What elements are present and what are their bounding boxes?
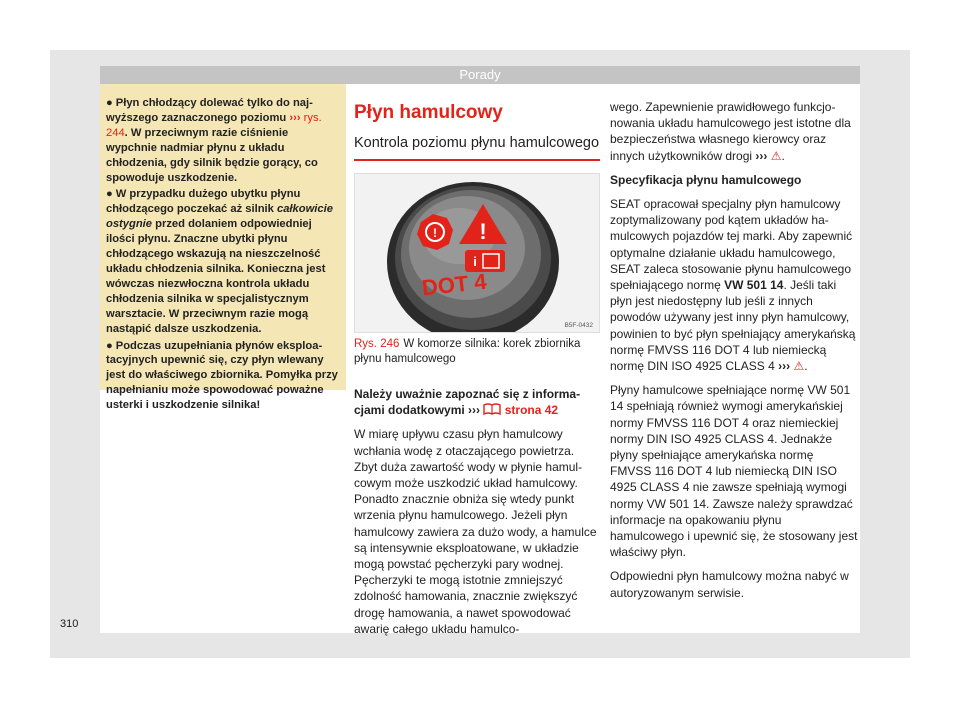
- page-content: [100, 84, 860, 636]
- specification-heading: Specyfikacja płynu hamulcowego: [610, 172, 802, 187]
- safety-paragraph: wego. Zapewnienie prawidłowego funkcjonowania układu hamulcowego jest istotne dla bezpieczeństwa własnego kierowcy oraz innych użytkowników drogi ››› ⚠.: [610, 100, 851, 163]
- right-column: [610, 84, 858, 609]
- warning-item-2: ● W przypadku dużego ubytku płynu chłodzącego poczekać aż silnik całkowicie ostygnie przed dolaniem odpowiedniej ilości płynu. Znaczne ubytki płynu chłodzącego wskazują na nieszczelność układu chłodzenia silnika. Konieczna jest wówczas niezwłoczna kontrola układu chłodzenia silnika w specjalistycznym warsztacie. W przeciwnym razie mogą nastąpić dalsze uszkodzenia.: [106, 188, 333, 335]
- specification-paragraph: SEAT opracował specjalny płyn hamulcowy zoptymalizowany pod kątem układów hamulcowych pojazdów tej marki. Aby zapewnić optymalne działanie układu hamulcowego, SEAT zaleca stosowanie płynu hamulcowego spełniającego normę VW 501 14. Jeśli taki płyn jest niedostępny lub jeśli z innych powodów używany jest inny płyn hamulcowy, powinien to być płyn spełniający amerykańską normę FMVSS 116 DOT 4 lub niemiecką normę DIN ISO 4925 CLASS 4 ››› ⚠.: [610, 197, 856, 374]
- reference-arrow: ›››: [289, 111, 301, 124]
- middle-column: [354, 84, 600, 645]
- section-title: Płyn hamulcowy: [354, 102, 503, 123]
- dot4-label: DOT 4: [420, 268, 488, 301]
- title-divider: [354, 159, 600, 161]
- figure-reference-link[interactable]: rys. 244: [106, 111, 322, 139]
- purchase-paragraph: Odpowiedni płyn hamulcowy można nabyć w autoryzowanym serwisie.: [610, 569, 849, 600]
- additional-info-note: Należy uważnie zapoznać się z informacjami dodatkowymi ››› strona 42: [354, 387, 581, 418]
- svg-text:i: i: [473, 254, 477, 269]
- figure-caption: Rys. 246 W komorze silnika: korek zbiornika płynu hamulcowego: [354, 338, 581, 365]
- figure-number: Rys. 246: [354, 338, 400, 350]
- svg-text:!: !: [479, 219, 487, 244]
- figure-code: B5F-0432: [564, 322, 593, 329]
- svg-text:!: !: [433, 226, 437, 240]
- page-link[interactable]: strona 42: [504, 403, 559, 418]
- warning-item-3: ● Podczas uzupełniania płynów eksploatacyjnych upewnić się, czy płyn wlewany jest do właściwego zbiornika. Pomyłka przy napełnianiu może spowodować poważne usterki i uszkodzenie silnika!: [106, 339, 338, 412]
- warning-triangle-icon: ⚠: [770, 148, 782, 163]
- warning-item-1: ● Płyn chłodzący dolewać tylko do najwyższego zaznaczonego poziomu ››› rys. 244. W przeciwnym razie ciśnienie wypchnie nadmiar płynu z układu chłodzenia, gdy silnik będzie gorący, co spowoduje uszkodzenie.: [106, 97, 322, 184]
- book-icon: [483, 403, 501, 415]
- brake-fluid-cap-figure: [354, 173, 600, 333]
- page-number: 310: [60, 618, 79, 630]
- reservoir-cap-illustration: [355, 174, 599, 332]
- page-header: Porady: [100, 66, 860, 84]
- warning-box: [100, 84, 346, 412]
- warning-triangle-icon: ⚠: [793, 359, 805, 374]
- standards-paragraph: Płyny hamulcowe spełniające normę VW 501 14 spełniają również wymogi amerykańskiej normy FMVSS 116 DOT 4 oraz niemieckiej normy DIN ISO 4925 CLASS 4. Jednakże płyny spełniające amerykańska normę FMVSS 116 DOT 4 lub niemiecką DIN ISO 4925 CLASS 4 nie zawsze spełniają wymogi normy VW 501 14. Zawsze należy sprawdzać informacje na opakowaniu płynu hamulcowego i upewnić się, że stosowany jest właściwy płyn.: [610, 383, 858, 560]
- brake-fluid-paragraph: W miarę upływu czasu płyn hamulcowy wchłania wodę z otaczającego powietrza. Zbyt duża zawartość wody w płynie hamulcowym może uszkodzić układ hamulcowy. Ponadto znacznie obniża się wtedy punkt wrzenia płynu hamulcowego. Jeżeli płyn hamulcowy zawiera za dużo wody, a hamulce są intensywnie eksploatowane, w układzie mogą powstać pęcherzyki pary wodnej. Pęcherzyki te mogą istotnie zmniejszyć zdolność hamowania, znacznie zwiększyć drogę hamowania, a nawet spowodować awarię całego układu hamulco-: [354, 427, 597, 636]
- section-subtitle: Kontrola poziomu płynu hamulcowego: [354, 135, 600, 151]
